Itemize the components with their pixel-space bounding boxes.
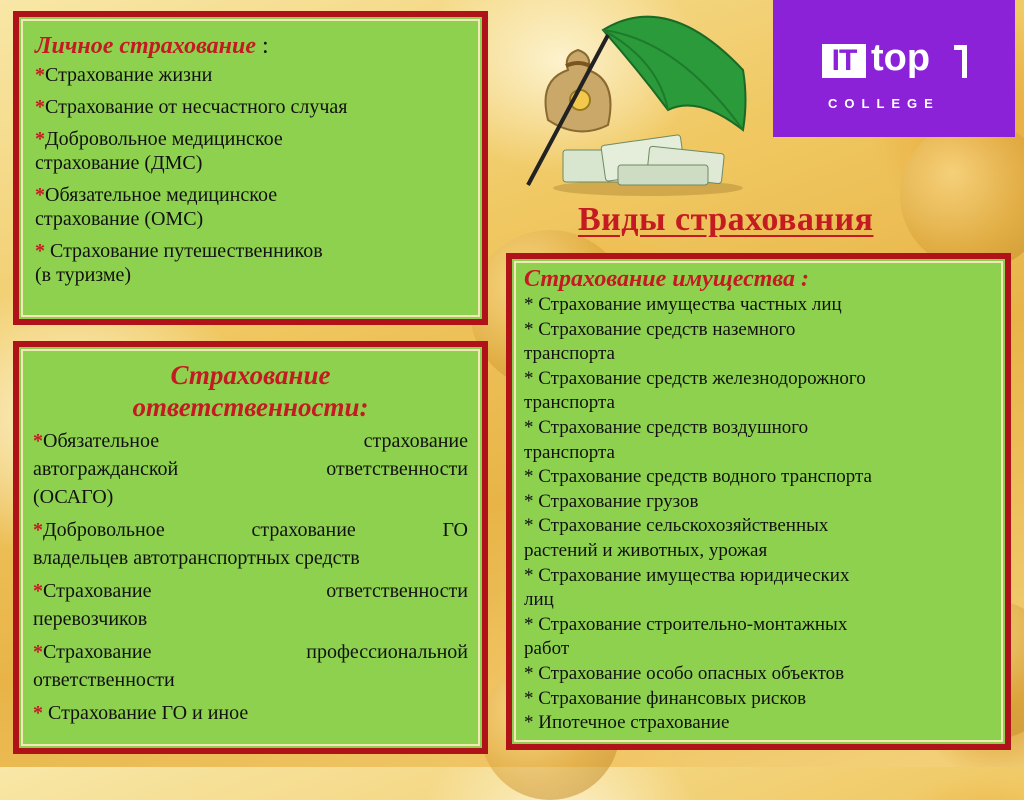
list-item: транспорта [524,441,615,463]
list-item-text: Страхование профессиональной [43,641,468,663]
personal-heading-text: Личное страхование [35,33,256,59]
list-item-text: Страхование жизни [45,64,213,86]
asterisk-bullet: * [33,580,43,602]
logo-bracket-mark [954,45,967,78]
personal-insurance-panel [13,11,488,325]
asterisk-bullet: * [35,184,45,206]
list-item-text: ответственности [33,669,175,691]
list-item: * Ипотечное страхование [524,712,730,734]
list-item [33,699,468,727]
list-item: работ [524,638,570,660]
list-item: * Страхование средств воздушного [524,416,809,438]
list-item-text: владельцев автотранспортных средств [33,547,360,569]
asterisk-bullet: * [33,641,43,663]
list-item-line [35,63,466,87]
liability-insurance-heading [33,359,468,423]
list-item: * Страхование средств наземного [524,318,796,340]
list-item: растений и животных, урожая [524,539,768,561]
list-item-text: Добровольное страхование ГО [43,519,468,541]
list-item [33,577,468,633]
list-item-text: Добровольное медицинское [45,128,283,150]
liability-insurance-list [33,427,468,727]
list-item [35,183,466,231]
list-item: * Страхование финансовых рисков [524,687,807,709]
money-umbrella-illustration [508,0,763,200]
list-item-line [35,127,466,151]
list-item [35,239,466,287]
list-item-line [33,516,468,544]
list-item [33,516,468,572]
coin-decoration [900,120,1024,270]
asterisk-bullet: * [35,128,45,150]
list-item-line [33,638,468,666]
list-item: * Страхование средств железнодорожного [524,367,866,389]
list-item-line [33,483,468,511]
list-item-line [33,577,468,605]
list-item: * Страхование имущества юридических [524,564,850,586]
list-item-line [35,207,466,231]
asterisk-bullet: * [35,96,45,118]
property-insurance-heading: Страхование имущества : [524,266,809,292]
list-item-text: Страхование ГО и иное [43,702,249,724]
list-item-line [35,183,466,207]
liability-insurance-panel [13,341,488,754]
asterisk-bullet: * [33,702,43,724]
liability-heading-line1: Страхование [170,360,331,390]
logo-top-text: top [871,37,931,79]
list-item-text: Страхование от несчастного случая [45,96,348,118]
list-item: * Страхование особо опасных объектов [524,662,845,684]
list-item-text: Страхование ответственности [43,580,468,602]
list-item-text: страхование (ОМС) [35,208,204,230]
list-item: * Страхование сельскохозяйственных [524,515,829,537]
personal-heading-colon: : [256,33,269,59]
list-item-text: (в туризме) [35,264,132,286]
personal-insurance-list [35,63,466,287]
list-item-text: Обязательное медицинское [45,184,278,206]
list-item [33,427,468,511]
list-item: лиц [524,589,554,611]
list-item-line [35,95,466,119]
asterisk-bullet: * [33,519,43,541]
list-item [35,127,466,175]
list-item [35,95,466,119]
list-item-line [33,427,468,455]
list-item-line [35,239,466,263]
list-item: * Страхование средств водного транспорта [524,466,872,488]
list-item: * Страхование имущества частных лиц [524,294,842,315]
asterisk-bullet: * [33,430,43,452]
asterisk-bullet: * [35,64,45,86]
list-item-text: перевозчиков [33,608,148,630]
list-item-text: страхование (ДМС) [35,152,203,174]
list-item-text: автогражданской ответственности [33,458,468,480]
it-top-college-logo [773,0,1015,137]
personal-insurance-heading [35,29,466,63]
liability-heading-line2: ответственности: [132,392,369,422]
banknote-stack-icon [563,135,724,185]
logo-college-text: COLLEGE [828,96,940,111]
property-insurance-list [524,293,991,736]
list-item: транспорта [524,392,615,414]
list-item [33,638,468,694]
asterisk-bullet: * [35,240,45,262]
list-item: транспорта [524,343,615,365]
list-item-text: (ОСАГО) [33,486,114,508]
logo-it-mark: IT [822,44,866,78]
list-item [35,63,466,87]
list-item-line [33,666,468,694]
list-item-line [33,699,468,727]
list-item: * Страхование строительно-монтажных [524,613,848,635]
list-item-line [35,151,466,175]
list-item-line [33,605,468,633]
list-item-line [33,455,468,483]
property-insurance-panel [506,253,1011,750]
list-item-line [33,544,468,572]
page-title: Виды страхования [578,201,874,238]
list-item-text: Обязательное страхование [43,430,468,452]
list-item: * Страхование грузов [524,490,699,512]
list-item-text: Страхование путешественников [45,240,323,262]
list-item-line [35,263,466,287]
